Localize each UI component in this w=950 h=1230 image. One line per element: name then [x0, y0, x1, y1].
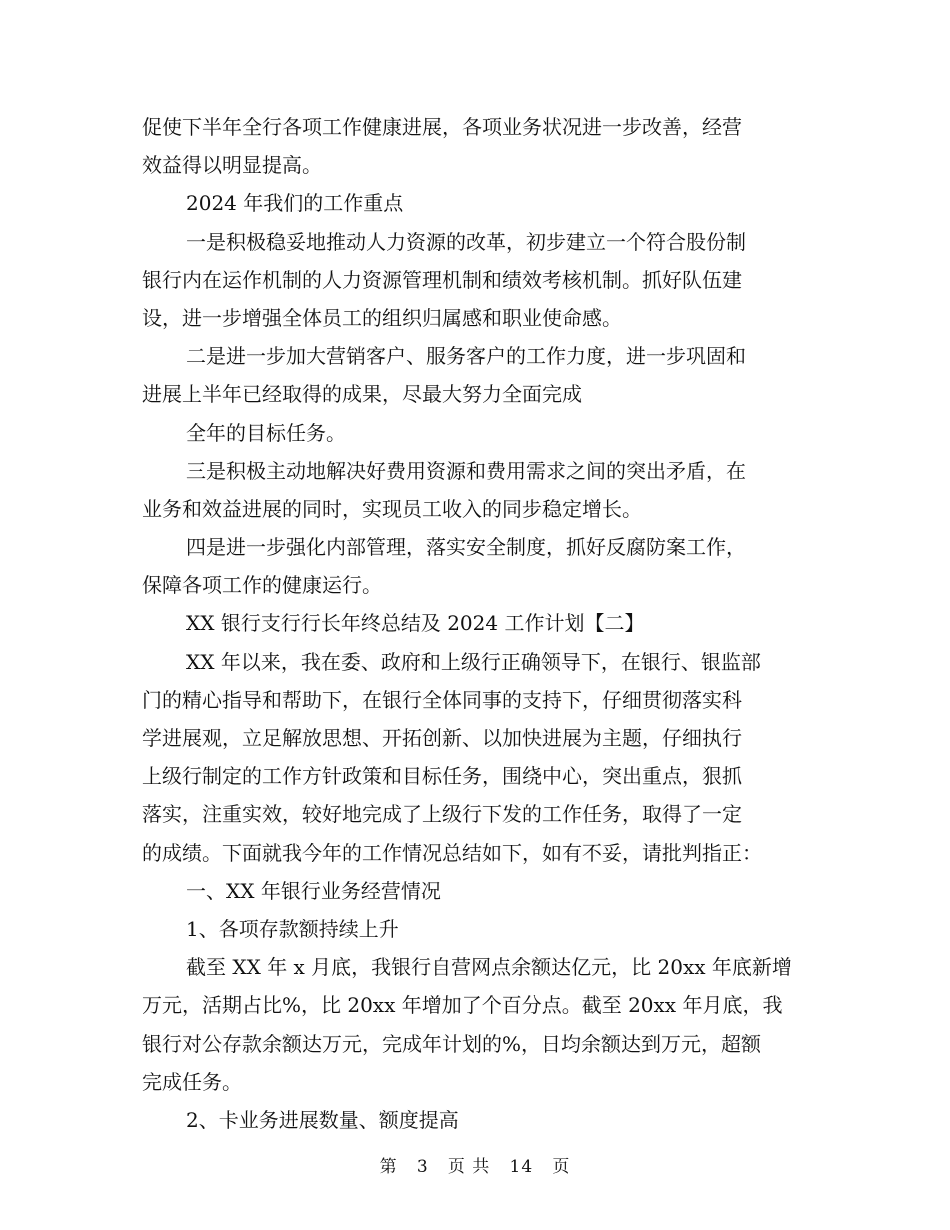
text-line: 设，进一步增强全体员工的组织归属感和职业使命感。 — [142, 305, 622, 330]
text-line: 业务和效益进展的同时，实现员工收入的同步稳定增长。 — [142, 496, 642, 521]
text-line: 上级行制定的工作方针政策和目标任务，围绕中心，突出重点，狠抓 — [142, 764, 742, 789]
text-line: 保障各项工作的健康运行。 — [142, 573, 382, 598]
text-line: XX 年以来，我在委、政府和上级行正确领导下，在银行、银监部 — [186, 649, 761, 674]
section-heading: 1、各项存款额持续上升 — [186, 916, 399, 941]
section-heading: 2、卡业务进展数量、额度提高 — [186, 1107, 459, 1132]
footer-prefix: 第 — [379, 1157, 398, 1177]
page-footer — [0, 1152, 950, 1177]
section-heading: 2024 年我们的工作重点 — [186, 191, 404, 216]
text-line: 门的精心指导和帮助下，在银行全体同事的支持下，仔细贯彻落实科 — [142, 687, 742, 712]
footer-suffix: 页 — [552, 1157, 571, 1177]
text-line: 万元，活期占比%，比 20xx 年增加了个百分点。截至 20xx 年月底，我 — [142, 993, 783, 1018]
text-line: 促使下半年全行各项工作健康进展，各项业务状况进一步改善，经营 — [142, 115, 742, 139]
footer-current-page: 3 — [416, 1157, 429, 1177]
text-line: 完成任务。 — [142, 1069, 242, 1094]
text-line: 全年的目标任务。 — [186, 420, 346, 445]
section-heading: 一、XX 年银行业务经营情况 — [186, 878, 441, 903]
text-line: 进展上半年已经取得的成果，尽最大努力全面完成 — [142, 382, 582, 407]
text-line: 效益得以明显提高。 — [142, 153, 322, 178]
section-heading: XX 银行支行行长年终总结及 2024 工作计划【二】 — [186, 611, 645, 636]
text-line: 落实，注重实效，较好地完成了上级行下发的工作任务，取得了一定 — [142, 802, 742, 827]
text-line: 四是进一步强化内部管理，落实安全制度，抓好反腐防案工作， — [186, 535, 746, 560]
text-line: 三是积极主动地解决好费用资源和费用需求之间的突出矛盾，在 — [186, 458, 746, 483]
text-line: 学进展观，立足解放思想、开拓创新、以加快进展为主题，仔细执行 — [142, 726, 742, 750]
text-line: 银行对公存款余额达万元，完成年计划的%，日均余额达到万元，超额 — [142, 1031, 762, 1056]
document-body — [142, 108, 808, 1139]
text-line: 银行内在运作机制的人力资源管理机制和绩效考核机制。抓好队伍建 — [142, 267, 742, 292]
text-line: 截至 XX 年 x 月底，我银行自营网点余额达亿元，比 20xx 年底新增 — [186, 955, 792, 980]
footer-middle: 页 共 — [447, 1157, 491, 1177]
text-line: 一是积极稳妥地推动人力资源的改革，初步建立一个符合股份制 — [186, 229, 746, 254]
text-line: 的成绩。下面就我今年的工作情况总结如下，如有不妥，请批判指正： — [142, 840, 762, 865]
footer-total-pages: 14 — [509, 1157, 534, 1177]
text-line: 二是进一步加大营销客户、服务客户的工作力度，进一步巩固和 — [186, 344, 746, 369]
body-text-block — [142, 108, 808, 1139]
